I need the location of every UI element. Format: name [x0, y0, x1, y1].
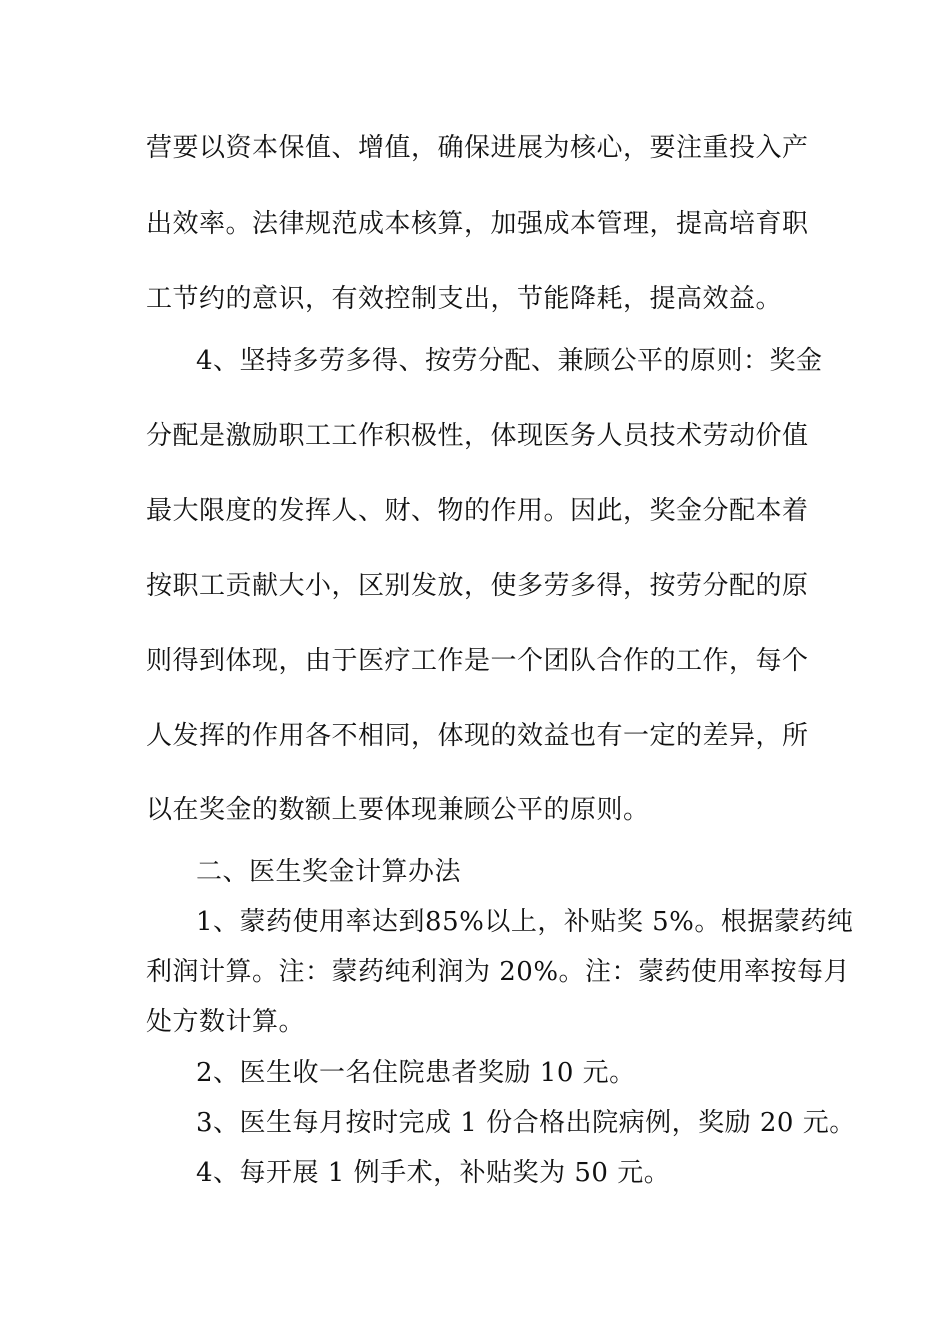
paragraph-line: 则得到体现，由于医疗工作是一个团队合作的工作，每个: [146, 646, 809, 676]
section-heading: 二、医生奖金计算办法: [196, 857, 462, 887]
paragraph-line: 人发挥的作用各不相同，体现的效益也有一定的差异，所: [146, 721, 809, 751]
paragraph-line: 4、坚持多劳多得、按劳分配、兼顾公平的原则：奖金: [196, 346, 823, 376]
paragraph-line: 按职工贡献大小，区别发放，使多劳多得，按劳分配的原: [146, 571, 809, 601]
paragraph-line: 以在奖金的数额上要体现兼顾公平的原则。: [146, 795, 650, 825]
list-item-line: 利润计算。注：蒙药纯利润为 20%。注：蒙药使用率按每月: [146, 957, 851, 987]
list-item-line: 1、蒙药使用率达到85%以上，补贴奖 5%。根据蒙药纯: [196, 907, 854, 937]
list-item-line: 4、每开展 1 例手术，补贴奖为 50 元。: [196, 1158, 671, 1188]
list-item-line: 处方数计算。: [146, 1007, 306, 1037]
paragraph-line: 出效率。法律规范成本核算，加强成本管理，提高培育职: [146, 209, 809, 239]
paragraph-line: 营要以资本保值、增值，确保进展为核心，要注重投入产: [146, 133, 809, 163]
list-item-line: 3、医生每月按时完成 1 份合格出院病例，奖励 20 元。: [196, 1108, 856, 1138]
paragraph-line: 工节约的意识，有效控制支出，节能降耗，提高效益。: [146, 284, 783, 314]
list-item-line: 2、医生收一名住院患者奖励 10 元。: [196, 1058, 636, 1088]
paragraph-line: 分配是激励职工工作积极性，体现医务人员技术劳动价值: [146, 421, 809, 451]
paragraph-line: 最大限度的发挥人、财、物的作用。因此，奖金分配本着: [146, 496, 809, 526]
